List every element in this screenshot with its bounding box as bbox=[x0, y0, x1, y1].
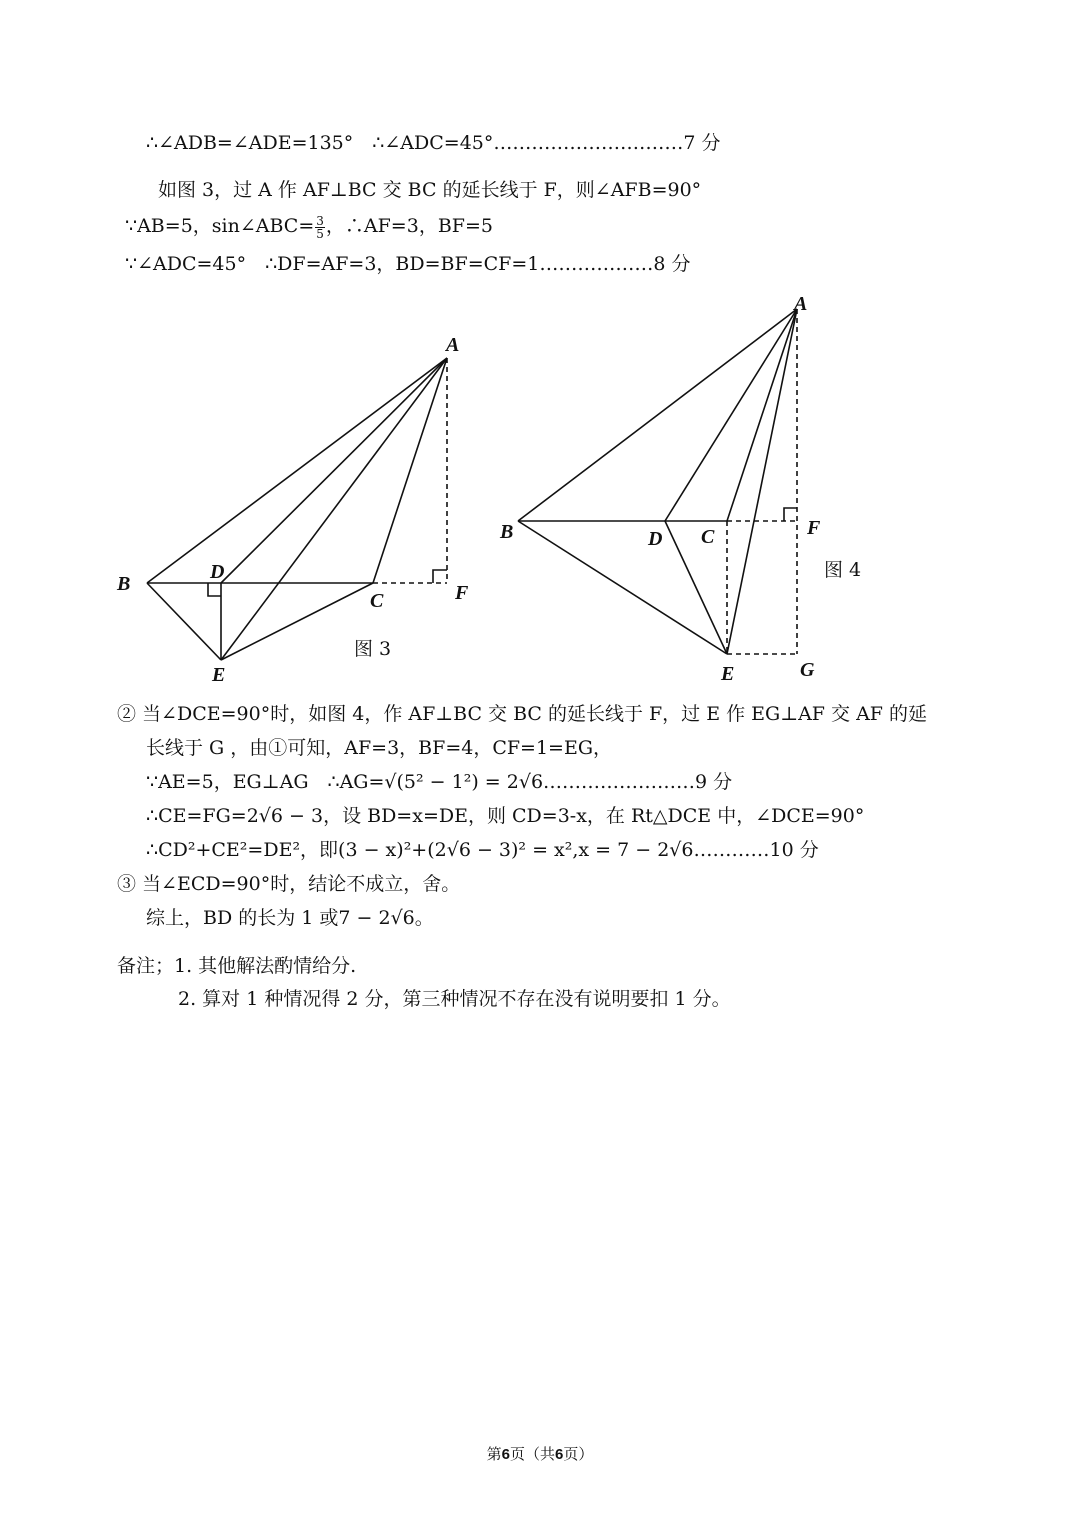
page-footer bbox=[0, 1443, 1080, 1464]
footer-total-pages: 6 bbox=[555, 1446, 564, 1463]
text-line-3-a: ∵AB=5，sin∠ABC= bbox=[125, 215, 315, 237]
fig4-segment-ab bbox=[518, 309, 797, 521]
text-line-7: ∵AE=5，EG⊥AG ∴AG=√(5² − 1²) = 2√6……………………9 分 bbox=[146, 771, 733, 793]
text-line-5: ② 当∠DCE=90°时，如图 4，作 AF⊥BC 交 BC 的延长线于 F，过 E 作 EG⊥AF 交 AF 的延 bbox=[117, 703, 928, 725]
fig4-segment-ae bbox=[727, 309, 797, 654]
footer-mid: 页（共 bbox=[509, 1445, 555, 1463]
fig3-label-c: C bbox=[370, 590, 384, 612]
fig4-label-f: F bbox=[807, 517, 821, 539]
fig4-segment-ad bbox=[665, 309, 797, 521]
fig4-label-a: A bbox=[794, 293, 808, 315]
fraction-numerator: 3 bbox=[316, 213, 324, 228]
figure-3-caption: 图 3 bbox=[354, 638, 392, 660]
fig4-label-b: B bbox=[500, 521, 514, 543]
fig3-label-f: F bbox=[455, 582, 469, 604]
fraction-denominator: 5 bbox=[316, 226, 324, 241]
text-line-6: 长线于 G ，由①可知，AF=3，BF=4，CF=1=EG， bbox=[146, 737, 613, 759]
fig4-segment-ac bbox=[727, 309, 797, 521]
fig3-label-e: E bbox=[212, 664, 226, 686]
text-line-12: 备注；1. 其他解法酌情给分. bbox=[117, 955, 357, 977]
fig3-label-a: A bbox=[446, 334, 460, 356]
text-line-2: 如图 3，过 A 作 AF⊥BC 交 BC 的延长线于 F，则∠AFB=90° bbox=[158, 179, 702, 201]
text-line-9: ∴CD²+CE²=DE²，即(3 − x)²+(2√6 − 3)² = x²,x = 7 − 2√6…………10 分 bbox=[146, 839, 819, 861]
footer-page-number: 6 bbox=[501, 1446, 510, 1463]
text-line-11: 综上，BD 的长为 1 或7 − 2√6。 bbox=[146, 907, 434, 929]
footer-pre: 第 bbox=[486, 1445, 502, 1463]
fig4-right-angle-f bbox=[784, 508, 797, 521]
figure-4-caption: 图 4 bbox=[824, 559, 862, 581]
fig4-label-g: G bbox=[800, 659, 815, 681]
fig3-label-b: B bbox=[117, 573, 131, 595]
footer-post: 页） bbox=[563, 1445, 594, 1463]
fig4-label-e: E bbox=[721, 663, 735, 685]
fig4-label-c: C bbox=[701, 526, 715, 548]
text-line-3-b: ，∴AF=3，BF=5 bbox=[325, 215, 493, 237]
text-line-8: ∴CE=FG=2√6 − 3，设 BD=x=DE，则 CD=3-x，在 Rt△DCE 中，∠DCE=90° bbox=[146, 805, 865, 827]
figure-4 bbox=[0, 0, 1080, 700]
text-line-13: 2. 算对 1 种情况得 2 分，第三种情况不存在没有说明要扣 1 分。 bbox=[178, 988, 731, 1010]
text-line-4: ∵∠ADC=45° ∴DF=AF=3，BD=BF=CF=1………………8 分 bbox=[125, 253, 691, 275]
text-line-10: ③ 当∠ECD=90°时，结论不成立，舍。 bbox=[117, 873, 461, 895]
fig4-label-d: D bbox=[648, 528, 663, 550]
fig3-label-d: D bbox=[210, 561, 225, 583]
text-line-1: ∴∠ADB=∠ADE=135° ∴∠ADC=45°…………………………7 分 bbox=[146, 132, 721, 154]
